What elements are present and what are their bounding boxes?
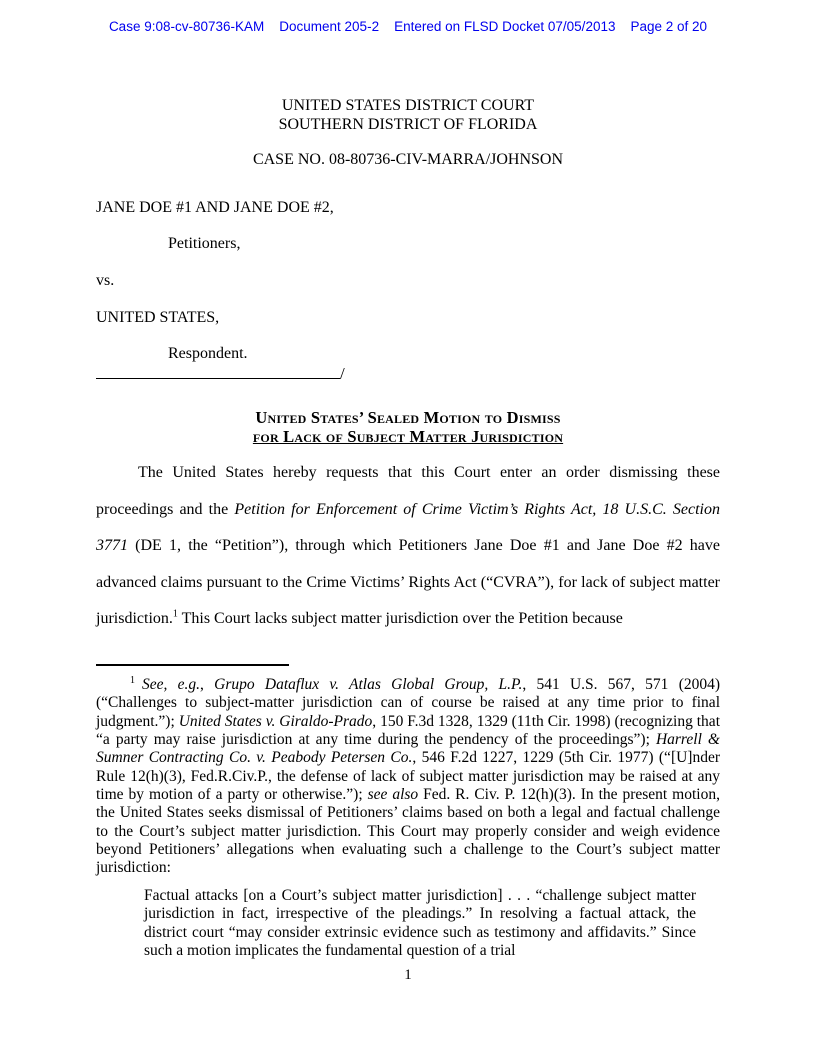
caption-rule: [96, 361, 345, 383]
footnote-segment: , 541 U.S. 567, 571 (2004) (“Challenges to subject-matter jurisdiction can of course be raised at any time prior to final judgment.”);: [96, 676, 721, 730]
docket-stamp-document: Document 205-2: [279, 19, 380, 34]
caption-petitioner-names: JANE DOE #1 AND JANE DOE #2,: [96, 199, 334, 216]
footnote-segment: , 546 F.2d 1227, 1229 (5th Cir. 1977) (“[U]nder Rule 12(h)(3), Fed.R.Civ.P., the defense of lack of subject matter jurisdiction may be raised at any time by motion of a party or otherwise.”);: [96, 749, 720, 804]
footnote-citation-signal: See, e.g.: [142, 676, 201, 693]
docket-stamp: [0, 19, 816, 34]
caption-rule-line: [96, 361, 340, 379]
opening-segment: The United States hereby requests that this Court enter an order dismissing these proceedings and the: [96, 464, 720, 518]
footnote-reference: 1: [172, 609, 178, 621]
motion-title: [0, 408, 816, 446]
court-district: SOUTHERN DISTRICT OF FLORIDA: [278, 116, 538, 133]
footnote-citation-signal: see also: [367, 786, 419, 804]
motion-title-line1: United States’ Sealed Motion to Dismiss: [255, 408, 561, 427]
case-number: CASE NO. 08-80736-CIV-MARRA/JOHNSON: [252, 151, 564, 168]
caption-rule-slash: /: [340, 364, 345, 383]
footnote-case-name: United States v. Giraldo-Prado: [178, 712, 373, 730]
footnote: [96, 676, 720, 878]
caption-petitioner-role: Petitioners,: [168, 235, 241, 252]
footnote-segment: , 150 F.3d 1328, 1329 (11th Cir. 1998) (recognizing that “a party may raise jurisdiction at any time during the pendency of the proceedings”);: [96, 712, 720, 749]
court-name: UNITED STATES DISTRICT COURT: [281, 97, 535, 114]
docket-stamp-case: Case 9:08-cv-80736-KAM: [108, 19, 265, 34]
footnote-marker: 1: [130, 674, 135, 686]
caption-versus: vs.: [96, 272, 115, 289]
caption-respondent-role: Respondent.: [168, 345, 248, 362]
caption-respondent-name: UNITED STATES,: [96, 309, 220, 326]
footnote-blockquote: Factual attacks [on a Court’s subject matter jurisdiction] . . . “challenge subject matter jurisdiction in fact, irrespective of the pleadings.” In resolving a factual attack, the district court “may consider extrinsic evidence such as testimony and affidavits.” Since such a motion implicates the fundamental question of a trial: [144, 887, 696, 960]
footnote-segment: ,: [200, 676, 215, 693]
footnote-case-name: Grupo Dataflux v. Atlas Global Group, L.P.: [214, 676, 523, 693]
petition-title-italic: Petition for Enforcement of Crime Victim’s Rights Act, 18 U.S.C. Section 3771: [96, 500, 720, 555]
footnote-case-name: Harrell & Sumner Contracting Co. v. Peabody Petersen Co.: [96, 731, 720, 767]
docket-stamp-page: Page 2 of 20: [630, 19, 708, 34]
footnote-separator: [96, 664, 289, 666]
docket-stamp-entered: Entered on FLSD Docket 07/05/2013: [394, 19, 616, 34]
opening-segment: (DE 1, the “Petition”), through which Petitioners Jane Doe #1 and Jane Doe #2 have advanced claims pursuant to the Crime Victims’ Rights Act (“CVRA”), for lack of subject matter jurisdiction.: [96, 537, 720, 628]
opening-segment: This Court lacks subject matter jurisdiction over the Petition because: [177, 610, 623, 628]
page-number: 1: [404, 967, 412, 983]
motion-title-line2: for Lack of Subject Matter Jurisdiction: [252, 427, 564, 446]
opening-paragraph: [96, 455, 720, 638]
footnote-segment: Fed. R. Civ. P. 12(h)(3). In the present motion, the United States seeks dismissal of Petitioners’ claims based on both a legal and factual challenge to the Court’s subject matter jurisdiction. This Court may properly consider and weigh evidence beyond Petitioners’ allegations when evaluating such a challenge to the Court’s subject matter jurisdiction:: [96, 786, 720, 877]
court-heading: [0, 96, 816, 134]
